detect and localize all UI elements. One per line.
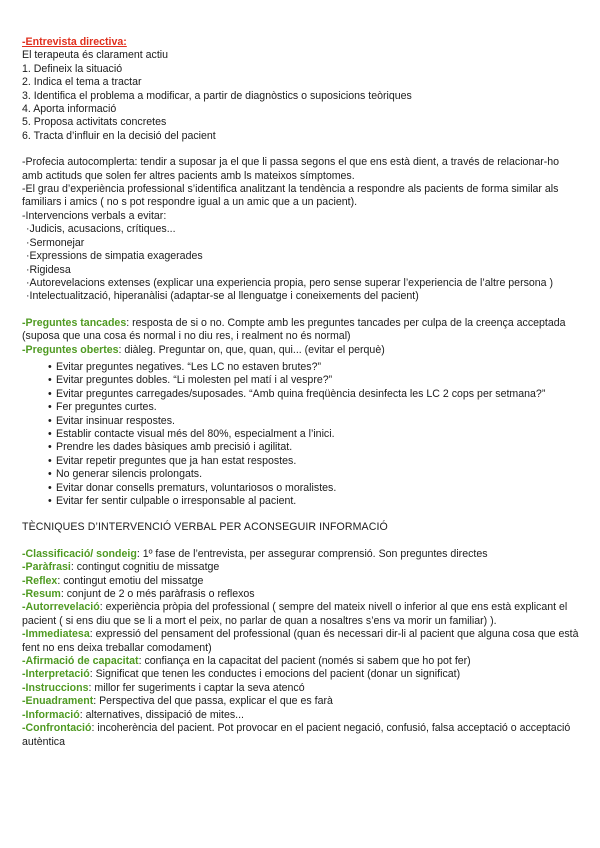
bullet-list bbox=[22, 361, 582, 508]
techniques-list bbox=[22, 548, 582, 749]
text-line: 1. Defineix la situació bbox=[22, 62, 123, 75]
section-title: -Entrevista directiva: bbox=[22, 36, 127, 48]
list-item: ·Expressions de simpatia exagerades bbox=[26, 250, 203, 263]
paragraph-grau: -El grau d’experiència professional s’identifica analitzant la tendència a respondre als pacients de forma similar als familiars i amics ( no s pot respondre igual a un amic que a un pacient). bbox=[22, 183, 559, 209]
list-item: • Fer preguntes curtes. bbox=[48, 401, 582, 414]
list-item: • Evitar repetir preguntes que ja han estat respostes. bbox=[48, 455, 582, 468]
term-label: -Instruccions bbox=[22, 681, 89, 694]
technique-item bbox=[22, 588, 582, 601]
list-item: ·Rigidesa bbox=[26, 263, 71, 276]
term-label: -Interpretació bbox=[22, 668, 90, 681]
text-line: 6. Tracta d’influir en la decisió del pacient bbox=[22, 129, 216, 142]
term-text: : Perspectiva del que passa, explicar el que es farà bbox=[93, 695, 333, 708]
list-item: ·Judicis, acusacions, crítiques... bbox=[26, 223, 176, 236]
text-line: 5. Proposa activitats concretes bbox=[22, 116, 167, 129]
term-text: : contingut cognitiu de missatge bbox=[70, 561, 220, 574]
term-label: -Preguntes obertes bbox=[22, 343, 119, 356]
term-label: -Immediatesa bbox=[22, 628, 90, 641]
technique-item bbox=[22, 548, 582, 561]
technique-item bbox=[22, 655, 582, 668]
list-item: • No generar silencis prolongats. bbox=[48, 468, 582, 481]
list-item: • Evitar preguntes carregades/suposades. “Amb quina freqüència desinfecta les LC 2 cops per setmana?” bbox=[48, 388, 582, 401]
list-item: • Evitar donar consells prematurs, voluntariosos o moralistes. bbox=[48, 482, 582, 495]
list-item: • Evitar preguntes dobles. “Li molesten pel matí i al vespre?” bbox=[48, 374, 582, 387]
section-heading: TÈCNIQUES D’INTERVENCIÓ VERBAL PER ACONSEGUIR INFORMACIÓ bbox=[22, 521, 388, 534]
term-text: : conjunt de 2 o més paràfrasis o reflexos bbox=[60, 588, 255, 601]
list-item: • Evitar fer sentir culpable o irresponsable al pacient. bbox=[48, 495, 582, 508]
document-page bbox=[22, 36, 582, 749]
list-item: • Evitar preguntes negatives. “Les LC no estaven brutes?” bbox=[48, 361, 582, 374]
paragraph-profecia: -Profecia autocomplerta: tendir a suposar ja el que li passa segons el que ens està dient, a través de relacionar-ho amb actituds que solen fer altres pacients amb ls mateixos símptomes. bbox=[22, 156, 560, 182]
technique-item bbox=[22, 668, 582, 681]
term-label: -Confrontació bbox=[22, 722, 92, 735]
list-item: • Evitar insinuar respostes. bbox=[48, 415, 582, 428]
term-label: -Reflex bbox=[22, 574, 58, 587]
technique-item bbox=[22, 682, 582, 695]
term-text: : millor fer sugeriments i captar la seva atencó bbox=[88, 681, 305, 694]
term-text: : resposta de si o no. Compte amb les preguntes tancades per culpa de la creença acceptada (suposa que una cosa és normal i no diu res, i realment no és normal) bbox=[22, 316, 566, 343]
list-item: • Prendre les dades bàsiques amb precisió i agilitat. bbox=[48, 441, 582, 454]
technique-item bbox=[22, 575, 582, 588]
technique-item bbox=[22, 709, 582, 722]
text-line: 4. Aporta informació bbox=[22, 103, 117, 116]
term-text: : confiança en la capacitat del pacient (només si sabem que ho pot fer) bbox=[138, 655, 471, 668]
text-line: 2. Indica el tema a tractar bbox=[22, 76, 142, 89]
technique-item bbox=[22, 561, 582, 574]
term-label: -Classificació/ sondeig bbox=[22, 547, 137, 560]
section-entrevista-directiva bbox=[22, 36, 582, 143]
list-item: ·Intelectualització, hiperanàlisi (adaptar-se al llenguatge i coneixements del pacient) bbox=[26, 290, 419, 303]
list-item: ·Sermonejar bbox=[26, 236, 85, 249]
term-text: : experiència pròpia del professional ( sempre del mateix nivell o inferior al que ens està explicant el pacient ( si ens diu que se li a mort el peix, no parlar de quan a nosaltres s’ens va morir un familiar) ). bbox=[22, 601, 568, 627]
list-item: ·Autorevelacions extenses (explicar una experiencia propia, pero sense superar l’experiencia de l’altre persona ) bbox=[26, 276, 554, 289]
paragraph-preguntes-tancades bbox=[22, 317, 582, 344]
text-line: 3. Identifica el problema a modificar, a partir de diagnòstics o suposicions teòriques bbox=[22, 89, 412, 102]
list-item: • Establir contacte visual més del 80%, especialment a l’inici. bbox=[48, 428, 582, 441]
technique-item bbox=[22, 722, 582, 749]
term-text: : incoherència del pacient. Pot provocar en el pacient negació, confusió, falsa acceptació o acceptació autèntica bbox=[22, 722, 571, 748]
text-line: El terapeuta és clarament actiu bbox=[22, 49, 169, 62]
term-label: -Afirmació de capacitat bbox=[22, 655, 139, 668]
term-label: -Informació bbox=[22, 708, 80, 721]
term-label: -Preguntes tancades bbox=[22, 316, 127, 329]
section-title: -Intervencions verbals a evitar: bbox=[22, 209, 167, 222]
term-text: : diàleg. Preguntar on, que, quan, qui... (evitar el perquè) bbox=[118, 343, 385, 356]
technique-item bbox=[22, 695, 582, 708]
technique-item bbox=[22, 628, 582, 655]
term-label: -Enuadrament bbox=[22, 695, 94, 708]
term-text: : contingut emotiu del missatge bbox=[57, 574, 204, 587]
term-text: : expressió del pensament del professional (quan és necessari dir-li al pacient que alguna cosa que està fent no ens deixa treballar comodament) bbox=[22, 628, 579, 654]
technique-item bbox=[22, 601, 582, 628]
term-label: -Autorrevelació bbox=[22, 601, 100, 614]
term-text: : 1º fase de l’entrevista, per assegurar comprensió. Son preguntes directes bbox=[136, 547, 488, 560]
paragraph-preguntes-obertes bbox=[22, 344, 582, 357]
term-text: : Significat que tenen les conductes i emocions del pacient (donar un significat) bbox=[89, 668, 461, 681]
term-label: -Paràfrasi bbox=[22, 561, 71, 574]
term-text: : alternatives, dissipació de mites... bbox=[79, 708, 244, 721]
section-intervencions bbox=[22, 210, 582, 304]
term-label: -Resum bbox=[22, 588, 61, 601]
